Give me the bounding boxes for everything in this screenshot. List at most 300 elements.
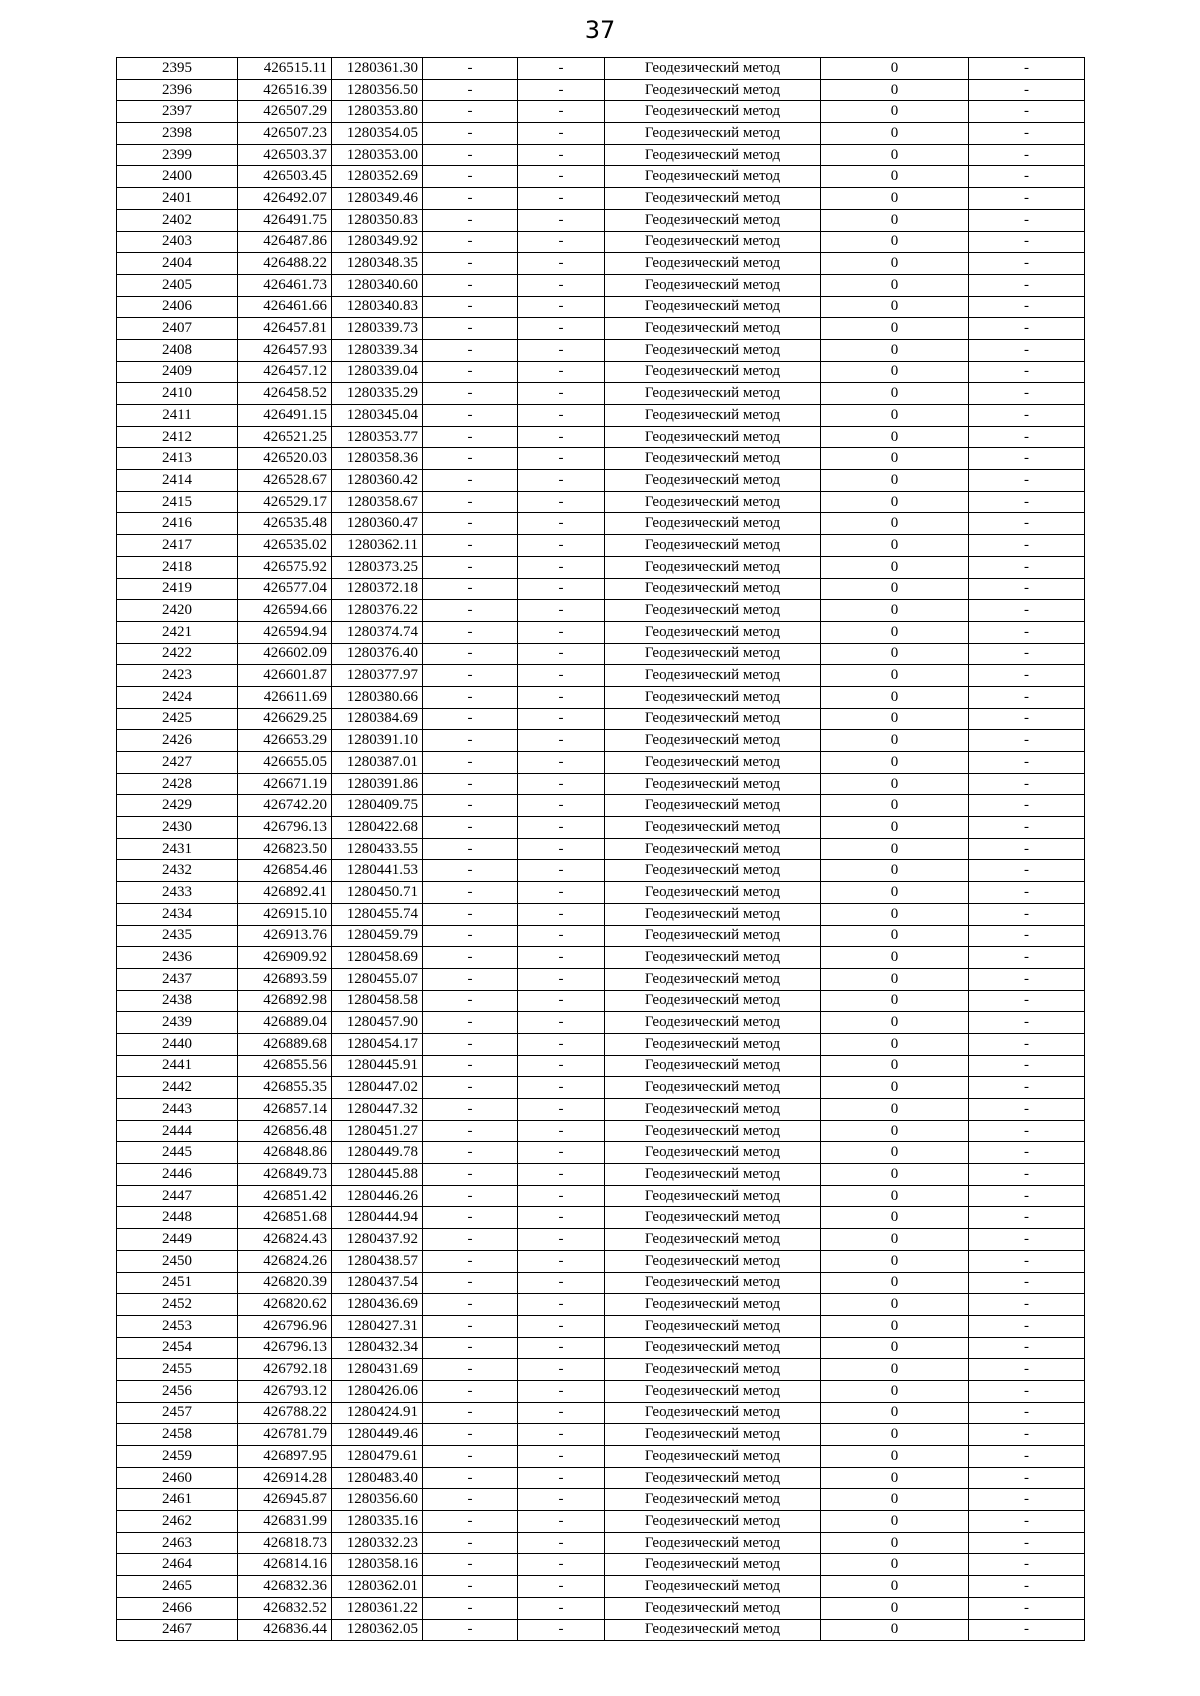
col-8-cell: - bbox=[969, 860, 1085, 882]
coord-x-cell: 426602.09 bbox=[238, 643, 332, 665]
table-row bbox=[117, 1337, 1085, 1359]
method-cell: Геодезический метод bbox=[605, 947, 821, 969]
table-row bbox=[117, 882, 1085, 904]
table-row bbox=[117, 1272, 1085, 1294]
method-cell: Геодезический метод bbox=[605, 101, 821, 123]
point-number-cell: 2416 bbox=[117, 513, 238, 535]
coord-x-cell: 426848.86 bbox=[238, 1142, 332, 1164]
coord-y-cell: 1280437.92 bbox=[332, 1229, 423, 1251]
col-5-cell: - bbox=[518, 101, 605, 123]
col-7-cell: 0 bbox=[821, 773, 969, 795]
col-4-cell: - bbox=[423, 686, 518, 708]
point-number-cell: 2466 bbox=[117, 1597, 238, 1619]
method-cell: Геодезический метод bbox=[605, 730, 821, 752]
col-8-cell: - bbox=[969, 101, 1085, 123]
col-7-cell: 0 bbox=[821, 1424, 969, 1446]
col-5-cell: - bbox=[518, 513, 605, 535]
col-8-cell: - bbox=[969, 1532, 1085, 1554]
col-8-cell: - bbox=[969, 990, 1085, 1012]
col-5-cell: - bbox=[518, 448, 605, 470]
table-row bbox=[117, 79, 1085, 101]
coord-x-cell: 426793.12 bbox=[238, 1380, 332, 1402]
col-8-cell: - bbox=[969, 79, 1085, 101]
coord-y-cell: 1280340.83 bbox=[332, 296, 423, 318]
table-row bbox=[117, 426, 1085, 448]
col-8-cell: - bbox=[969, 1055, 1085, 1077]
table-row bbox=[117, 535, 1085, 557]
point-number-cell: 2402 bbox=[117, 209, 238, 231]
coord-x-cell: 426851.42 bbox=[238, 1185, 332, 1207]
point-number-cell: 2399 bbox=[117, 144, 238, 166]
table-row bbox=[117, 817, 1085, 839]
col-7-cell: 0 bbox=[821, 1033, 969, 1055]
coord-x-cell: 426503.45 bbox=[238, 166, 332, 188]
point-number-cell: 2422 bbox=[117, 643, 238, 665]
col-5-cell: - bbox=[518, 383, 605, 405]
point-number-cell: 2455 bbox=[117, 1359, 238, 1381]
col-7-cell: 0 bbox=[821, 1012, 969, 1034]
col-4-cell: - bbox=[423, 253, 518, 275]
col-5-cell: - bbox=[518, 1185, 605, 1207]
col-4-cell: - bbox=[423, 231, 518, 253]
coord-y-cell: 1280376.22 bbox=[332, 600, 423, 622]
point-number-cell: 2412 bbox=[117, 426, 238, 448]
coord-y-cell: 1280339.34 bbox=[332, 339, 423, 361]
coord-x-cell: 426945.87 bbox=[238, 1489, 332, 1511]
coord-x-cell: 426889.04 bbox=[238, 1012, 332, 1034]
col-7-cell: 0 bbox=[821, 1532, 969, 1554]
coord-x-cell: 426488.22 bbox=[238, 253, 332, 275]
coord-y-cell: 1280387.01 bbox=[332, 752, 423, 774]
coord-x-cell: 426655.05 bbox=[238, 752, 332, 774]
col-5-cell: - bbox=[518, 491, 605, 513]
coord-x-cell: 426575.92 bbox=[238, 556, 332, 578]
col-8-cell: - bbox=[969, 1185, 1085, 1207]
point-number-cell: 2401 bbox=[117, 188, 238, 210]
col-7-cell: 0 bbox=[821, 686, 969, 708]
coord-x-cell: 426611.69 bbox=[238, 686, 332, 708]
table-row bbox=[117, 448, 1085, 470]
coord-x-cell: 426849.73 bbox=[238, 1164, 332, 1186]
col-7-cell: 0 bbox=[821, 1619, 969, 1641]
coord-x-cell: 426857.14 bbox=[238, 1099, 332, 1121]
point-number-cell: 2443 bbox=[117, 1099, 238, 1121]
method-cell: Геодезический метод bbox=[605, 556, 821, 578]
method-cell: Геодезический метод bbox=[605, 817, 821, 839]
coord-y-cell: 1280454.17 bbox=[332, 1033, 423, 1055]
table-row bbox=[117, 491, 1085, 513]
coord-y-cell: 1280445.91 bbox=[332, 1055, 423, 1077]
coord-x-cell: 426892.41 bbox=[238, 882, 332, 904]
col-5-cell: - bbox=[518, 1446, 605, 1468]
method-cell: Геодезический метод bbox=[605, 1489, 821, 1511]
col-4-cell: - bbox=[423, 1033, 518, 1055]
col-4-cell: - bbox=[423, 578, 518, 600]
coord-x-cell: 426781.79 bbox=[238, 1424, 332, 1446]
coord-x-cell: 426491.75 bbox=[238, 209, 332, 231]
table-row bbox=[117, 144, 1085, 166]
table-row bbox=[117, 1142, 1085, 1164]
col-8-cell: - bbox=[969, 1554, 1085, 1576]
col-8-cell: - bbox=[969, 318, 1085, 340]
col-8-cell: - bbox=[969, 274, 1085, 296]
method-cell: Геодезический метод bbox=[605, 621, 821, 643]
col-8-cell: - bbox=[969, 166, 1085, 188]
coord-y-cell: 1280391.10 bbox=[332, 730, 423, 752]
coord-y-cell: 1280349.46 bbox=[332, 188, 423, 210]
col-5-cell: - bbox=[518, 752, 605, 774]
coord-y-cell: 1280377.97 bbox=[332, 665, 423, 687]
col-4-cell: - bbox=[423, 708, 518, 730]
table-body bbox=[117, 58, 1085, 1641]
method-cell: Геодезический метод bbox=[605, 1597, 821, 1619]
method-cell: Геодезический метод bbox=[605, 361, 821, 383]
table-row bbox=[117, 383, 1085, 405]
col-5-cell: - bbox=[518, 1120, 605, 1142]
coord-x-cell: 426836.44 bbox=[238, 1619, 332, 1641]
col-8-cell: - bbox=[969, 1294, 1085, 1316]
col-5-cell: - bbox=[518, 578, 605, 600]
coord-x-cell: 426824.43 bbox=[238, 1229, 332, 1251]
point-number-cell: 2426 bbox=[117, 730, 238, 752]
point-number-cell: 2463 bbox=[117, 1532, 238, 1554]
coord-x-cell: 426491.15 bbox=[238, 405, 332, 427]
coord-x-cell: 426855.35 bbox=[238, 1077, 332, 1099]
col-7-cell: 0 bbox=[821, 1164, 969, 1186]
point-number-cell: 2436 bbox=[117, 947, 238, 969]
col-5-cell: - bbox=[518, 1489, 605, 1511]
coord-x-cell: 426892.98 bbox=[238, 990, 332, 1012]
coord-y-cell: 1280376.40 bbox=[332, 643, 423, 665]
coord-y-cell: 1280360.42 bbox=[332, 470, 423, 492]
col-5-cell: - bbox=[518, 665, 605, 687]
point-number-cell: 2458 bbox=[117, 1424, 238, 1446]
point-number-cell: 2423 bbox=[117, 665, 238, 687]
table-row bbox=[117, 1207, 1085, 1229]
method-cell: Геодезический метод bbox=[605, 1012, 821, 1034]
col-7-cell: 0 bbox=[821, 1099, 969, 1121]
col-4-cell: - bbox=[423, 123, 518, 145]
point-number-cell: 2464 bbox=[117, 1554, 238, 1576]
point-number-cell: 2432 bbox=[117, 860, 238, 882]
coord-y-cell: 1280409.75 bbox=[332, 795, 423, 817]
col-7-cell: 0 bbox=[821, 1294, 969, 1316]
coord-y-cell: 1280362.01 bbox=[332, 1576, 423, 1598]
table-row bbox=[117, 101, 1085, 123]
col-5-cell: - bbox=[518, 296, 605, 318]
coord-y-cell: 1280445.88 bbox=[332, 1164, 423, 1186]
coord-x-cell: 426457.81 bbox=[238, 318, 332, 340]
col-4-cell: - bbox=[423, 1359, 518, 1381]
point-number-cell: 2441 bbox=[117, 1055, 238, 1077]
table-row bbox=[117, 1033, 1085, 1055]
table-row bbox=[117, 513, 1085, 535]
col-8-cell: - bbox=[969, 426, 1085, 448]
col-8-cell: - bbox=[969, 448, 1085, 470]
col-7-cell: 0 bbox=[821, 990, 969, 1012]
point-number-cell: 2460 bbox=[117, 1467, 238, 1489]
col-4-cell: - bbox=[423, 1055, 518, 1077]
col-4-cell: - bbox=[423, 621, 518, 643]
col-4-cell: - bbox=[423, 535, 518, 557]
table-row bbox=[117, 123, 1085, 145]
coord-y-cell: 1280422.68 bbox=[332, 817, 423, 839]
coord-x-cell: 426796.13 bbox=[238, 817, 332, 839]
coord-y-cell: 1280372.18 bbox=[332, 578, 423, 600]
col-7-cell: 0 bbox=[821, 1337, 969, 1359]
col-5-cell: - bbox=[518, 1467, 605, 1489]
col-5-cell: - bbox=[518, 1511, 605, 1533]
method-cell: Геодезический метод bbox=[605, 1315, 821, 1337]
col-7-cell: 0 bbox=[821, 752, 969, 774]
coordinates-table bbox=[116, 57, 1085, 1641]
table-row bbox=[117, 1554, 1085, 1576]
table-row bbox=[117, 1402, 1085, 1424]
table-row bbox=[117, 773, 1085, 795]
table-row bbox=[117, 1380, 1085, 1402]
method-cell: Геодезический метод bbox=[605, 448, 821, 470]
col-8-cell: - bbox=[969, 1272, 1085, 1294]
coord-x-cell: 426528.67 bbox=[238, 470, 332, 492]
col-8-cell: - bbox=[969, 513, 1085, 535]
col-4-cell: - bbox=[423, 968, 518, 990]
coord-x-cell: 426457.12 bbox=[238, 361, 332, 383]
col-5-cell: - bbox=[518, 405, 605, 427]
coord-y-cell: 1280362.05 bbox=[332, 1619, 423, 1641]
table-row bbox=[117, 339, 1085, 361]
coord-y-cell: 1280449.78 bbox=[332, 1142, 423, 1164]
point-number-cell: 2461 bbox=[117, 1489, 238, 1511]
method-cell: Геодезический метод bbox=[605, 1554, 821, 1576]
col-5-cell: - bbox=[518, 903, 605, 925]
coord-x-cell: 426814.16 bbox=[238, 1554, 332, 1576]
point-number-cell: 2467 bbox=[117, 1619, 238, 1641]
method-cell: Геодезический метод bbox=[605, 144, 821, 166]
col-8-cell: - bbox=[969, 1250, 1085, 1272]
col-8-cell: - bbox=[969, 1597, 1085, 1619]
col-7-cell: 0 bbox=[821, 231, 969, 253]
method-cell: Геодезический метод bbox=[605, 79, 821, 101]
point-number-cell: 2465 bbox=[117, 1576, 238, 1598]
col-4-cell: - bbox=[423, 1532, 518, 1554]
coord-y-cell: 1280479.61 bbox=[332, 1446, 423, 1468]
method-cell: Геодезический метод bbox=[605, 58, 821, 80]
coord-y-cell: 1280360.47 bbox=[332, 513, 423, 535]
col-5-cell: - bbox=[518, 470, 605, 492]
coord-y-cell: 1280335.29 bbox=[332, 383, 423, 405]
method-cell: Геодезический метод bbox=[605, 1424, 821, 1446]
point-number-cell: 2397 bbox=[117, 101, 238, 123]
col-5-cell: - bbox=[518, 1402, 605, 1424]
col-4-cell: - bbox=[423, 1272, 518, 1294]
col-5-cell: - bbox=[518, 1294, 605, 1316]
method-cell: Геодезический метод bbox=[605, 1446, 821, 1468]
col-5-cell: - bbox=[518, 1250, 605, 1272]
table-row bbox=[117, 361, 1085, 383]
point-number-cell: 2415 bbox=[117, 491, 238, 513]
method-cell: Геодезический метод bbox=[605, 1402, 821, 1424]
method-cell: Геодезический метод bbox=[605, 318, 821, 340]
col-4-cell: - bbox=[423, 1489, 518, 1511]
method-cell: Геодезический метод bbox=[605, 1272, 821, 1294]
coord-y-cell: 1280354.05 bbox=[332, 123, 423, 145]
point-number-cell: 2427 bbox=[117, 752, 238, 774]
col-5-cell: - bbox=[518, 925, 605, 947]
coord-y-cell: 1280424.91 bbox=[332, 1402, 423, 1424]
method-cell: Геодезический метод bbox=[605, 1380, 821, 1402]
method-cell: Геодезический метод bbox=[605, 1250, 821, 1272]
point-number-cell: 2453 bbox=[117, 1315, 238, 1337]
col-5-cell: - bbox=[518, 1359, 605, 1381]
coord-x-cell: 426796.13 bbox=[238, 1337, 332, 1359]
col-7-cell: 0 bbox=[821, 1380, 969, 1402]
col-4-cell: - bbox=[423, 1012, 518, 1034]
coord-x-cell: 426855.56 bbox=[238, 1055, 332, 1077]
col-7-cell: 0 bbox=[821, 1120, 969, 1142]
col-7-cell: 0 bbox=[821, 123, 969, 145]
point-number-cell: 2454 bbox=[117, 1337, 238, 1359]
point-number-cell: 2430 bbox=[117, 817, 238, 839]
col-4-cell: - bbox=[423, 79, 518, 101]
col-5-cell: - bbox=[518, 990, 605, 1012]
table-row bbox=[117, 1446, 1085, 1468]
col-8-cell: - bbox=[969, 1164, 1085, 1186]
point-number-cell: 2424 bbox=[117, 686, 238, 708]
table-row bbox=[117, 1315, 1085, 1337]
col-8-cell: - bbox=[969, 600, 1085, 622]
col-4-cell: - bbox=[423, 1120, 518, 1142]
col-4-cell: - bbox=[423, 1142, 518, 1164]
col-8-cell: - bbox=[969, 643, 1085, 665]
method-cell: Геодезический метод bbox=[605, 1576, 821, 1598]
point-number-cell: 2407 bbox=[117, 318, 238, 340]
method-cell: Геодезический метод bbox=[605, 1532, 821, 1554]
coord-x-cell: 426594.66 bbox=[238, 600, 332, 622]
col-7-cell: 0 bbox=[821, 274, 969, 296]
coord-x-cell: 426820.62 bbox=[238, 1294, 332, 1316]
table-row bbox=[117, 708, 1085, 730]
method-cell: Геодезический метод bbox=[605, 426, 821, 448]
col-8-cell: - bbox=[969, 730, 1085, 752]
coord-y-cell: 1280432.34 bbox=[332, 1337, 423, 1359]
table-row bbox=[117, 752, 1085, 774]
col-4-cell: - bbox=[423, 426, 518, 448]
col-8-cell: - bbox=[969, 968, 1085, 990]
col-8-cell: - bbox=[969, 58, 1085, 80]
col-8-cell: - bbox=[969, 1511, 1085, 1533]
col-4-cell: - bbox=[423, 1576, 518, 1598]
table-row bbox=[117, 1576, 1085, 1598]
coord-y-cell: 1280444.94 bbox=[332, 1207, 423, 1229]
col-7-cell: 0 bbox=[821, 1250, 969, 1272]
col-4-cell: - bbox=[423, 795, 518, 817]
col-4-cell: - bbox=[423, 1380, 518, 1402]
col-5-cell: - bbox=[518, 686, 605, 708]
table-row bbox=[117, 188, 1085, 210]
coord-y-cell: 1280483.40 bbox=[332, 1467, 423, 1489]
point-number-cell: 2456 bbox=[117, 1380, 238, 1402]
coord-x-cell: 426457.93 bbox=[238, 339, 332, 361]
point-number-cell: 2447 bbox=[117, 1185, 238, 1207]
col-5-cell: - bbox=[518, 1012, 605, 1034]
coord-y-cell: 1280373.25 bbox=[332, 556, 423, 578]
coord-x-cell: 426492.07 bbox=[238, 188, 332, 210]
table-row bbox=[117, 318, 1085, 340]
coord-y-cell: 1280427.31 bbox=[332, 1315, 423, 1337]
coord-y-cell: 1280356.60 bbox=[332, 1489, 423, 1511]
col-5-cell: - bbox=[518, 600, 605, 622]
col-4-cell: - bbox=[423, 752, 518, 774]
point-number-cell: 2417 bbox=[117, 535, 238, 557]
point-number-cell: 2411 bbox=[117, 405, 238, 427]
table-row bbox=[117, 1619, 1085, 1641]
col-5-cell: - bbox=[518, 144, 605, 166]
col-7-cell: 0 bbox=[821, 101, 969, 123]
col-4-cell: - bbox=[423, 1099, 518, 1121]
coord-y-cell: 1280457.90 bbox=[332, 1012, 423, 1034]
coord-x-cell: 426818.73 bbox=[238, 1532, 332, 1554]
col-5-cell: - bbox=[518, 968, 605, 990]
method-cell: Геодезический метод bbox=[605, 1099, 821, 1121]
col-8-cell: - bbox=[969, 1380, 1085, 1402]
point-number-cell: 2450 bbox=[117, 1250, 238, 1272]
point-number-cell: 2421 bbox=[117, 621, 238, 643]
point-number-cell: 2396 bbox=[117, 79, 238, 101]
method-cell: Геодезический метод bbox=[605, 903, 821, 925]
col-4-cell: - bbox=[423, 600, 518, 622]
col-8-cell: - bbox=[969, 708, 1085, 730]
col-7-cell: 0 bbox=[821, 556, 969, 578]
table-row bbox=[117, 296, 1085, 318]
col-8-cell: - bbox=[969, 1424, 1085, 1446]
point-number-cell: 2400 bbox=[117, 166, 238, 188]
col-7-cell: 0 bbox=[821, 882, 969, 904]
point-number-cell: 2419 bbox=[117, 578, 238, 600]
col-7-cell: 0 bbox=[821, 1315, 969, 1337]
col-8-cell: - bbox=[969, 1120, 1085, 1142]
col-7-cell: 0 bbox=[821, 209, 969, 231]
point-number-cell: 2429 bbox=[117, 795, 238, 817]
col-5-cell: - bbox=[518, 773, 605, 795]
col-5-cell: - bbox=[518, 166, 605, 188]
point-number-cell: 2420 bbox=[117, 600, 238, 622]
coord-y-cell: 1280438.57 bbox=[332, 1250, 423, 1272]
col-4-cell: - bbox=[423, 1164, 518, 1186]
point-number-cell: 2437 bbox=[117, 968, 238, 990]
col-7-cell: 0 bbox=[821, 426, 969, 448]
coord-x-cell: 426820.39 bbox=[238, 1272, 332, 1294]
col-7-cell: 0 bbox=[821, 166, 969, 188]
col-7-cell: 0 bbox=[821, 1576, 969, 1598]
col-4-cell: - bbox=[423, 1337, 518, 1359]
col-7-cell: 0 bbox=[821, 665, 969, 687]
method-cell: Геодезический метод bbox=[605, 1359, 821, 1381]
col-8-cell: - bbox=[969, 1229, 1085, 1251]
col-5-cell: - bbox=[518, 1099, 605, 1121]
table-row bbox=[117, 253, 1085, 275]
col-7-cell: 0 bbox=[821, 968, 969, 990]
col-5-cell: - bbox=[518, 1424, 605, 1446]
coord-y-cell: 1280348.35 bbox=[332, 253, 423, 275]
coord-y-cell: 1280391.86 bbox=[332, 773, 423, 795]
point-number-cell: 2418 bbox=[117, 556, 238, 578]
col-8-cell: - bbox=[969, 773, 1085, 795]
col-4-cell: - bbox=[423, 448, 518, 470]
col-8-cell: - bbox=[969, 1359, 1085, 1381]
point-number-cell: 2413 bbox=[117, 448, 238, 470]
col-8-cell: - bbox=[969, 882, 1085, 904]
col-7-cell: 0 bbox=[821, 470, 969, 492]
